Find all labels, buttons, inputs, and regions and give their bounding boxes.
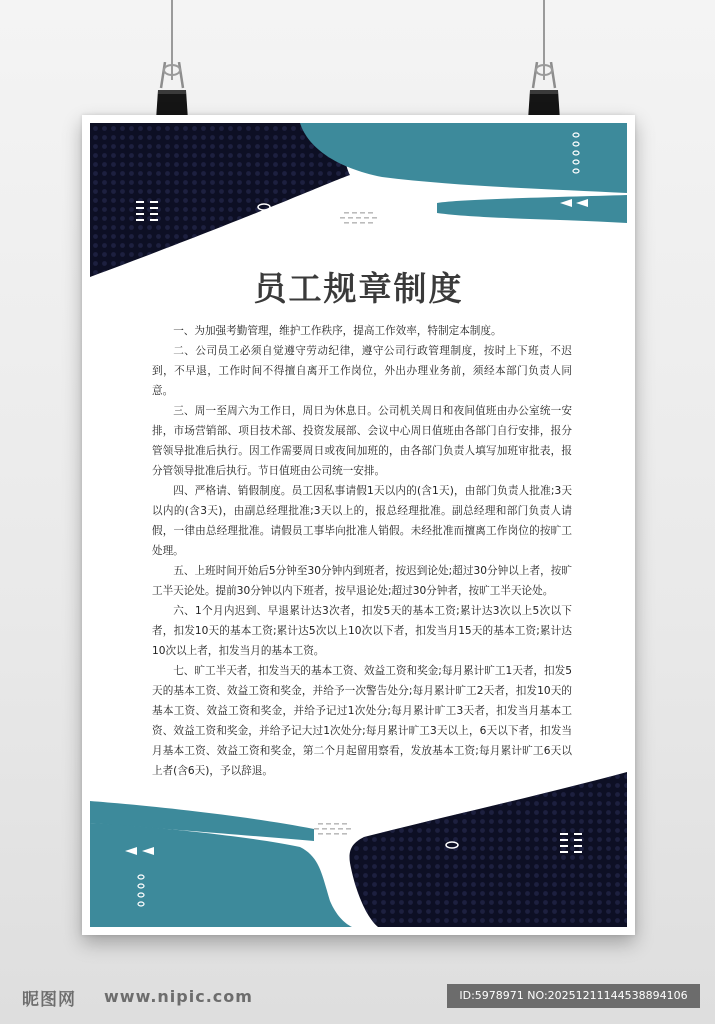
rule-paragraph-1: 一、为加强考勤管理，维护工作秩序，提高工作效率，特制定本制度。: [173, 325, 502, 337]
watermark-id-badge: ID:5978971 NO:20251211144538894106: [447, 984, 700, 1008]
watermark-logo: 昵图网: [22, 990, 76, 1010]
binder-clip-left-icon: [155, 62, 189, 120]
rule-paragraph-3: 三、周一至周六为工作日，周日为休息日。公司机关周日和夜间值班由办公室统一安排，市场营销部、项目技术部、投资发展部、会议中心周日值班由各部门自行安排，报分管领导批准后执行。因工作需要周日或夜间加班的，由各部门负责人填写加班审批表，报分管领导批准后执行。节日值班由公司统一安排。: [152, 405, 572, 477]
rule-paragraph-6: 六、1个月内迟到、早退累计达3次者，扣发5天的基本工资;累计达3次以上5次以下者，扣发10天的基本工资;累计达5次以上10次以下者，扣发当月15天的基本工资;累计达10次以上者，扣发当月的基本工资。: [152, 605, 572, 657]
rule-paragraph-5: 五、上班时间开始后5分钟至30分钟内到班者，按迟到论处;超过30分钟以上者，按旷工半天论处。提前30分钟以内下班者，按早退论处;超过30分钟者，按旷工半天论处。: [152, 565, 572, 597]
poster-sheet: [82, 115, 635, 935]
watermark-url: www.nipic.com: [104, 987, 253, 1006]
rule-paragraph-4: 四、严格请、销假制度。员工因私事请假1天以内的(含1天)，由部门负责人批准;3天以内的(含3天)，由副总经理批准;3天以上的，报总经理批准。副总经理和部门负责人请假，一律由总经理批准。请假员工事毕向批准人销假。未经批准而擅离工作岗位的按旷工处理。: [152, 485, 572, 557]
regulations-body: [152, 321, 572, 781]
rule-paragraph-2: 二、公司员工必须自觉遵守劳动纪律，遵守公司行政管理制度，按时上下班，不迟到，不早退，工作时间不得擅自离开工作岗位，外出办理业务前，须经本部门负责人同意。: [152, 345, 572, 397]
rule-paragraph-7: 七、旷工半天者，扣发当天的基本工资、效益工资和奖金;每月累计旷工1天者，扣发5天的基本工资、效益工资和奖金，并给予一次警告处分;每月累计旷工2天者，扣发10天的基本工资、效益工资和奖金，并给予记过1次处分;每月累计旷工3天者，扣发当月基本工资、效益工资和奖金，并给予记大过1次处分;每月累计旷工3天以上，6天以下者，扣发当月基本工资、效益工资和奖金，第二个月起留用察看，发放基本工资;每月累计旷工6天以上者(含6天)，予以辞退。: [152, 665, 572, 777]
binder-clip-right-icon: [527, 62, 561, 120]
page-title: 员工规章制度: [253, 269, 464, 308]
